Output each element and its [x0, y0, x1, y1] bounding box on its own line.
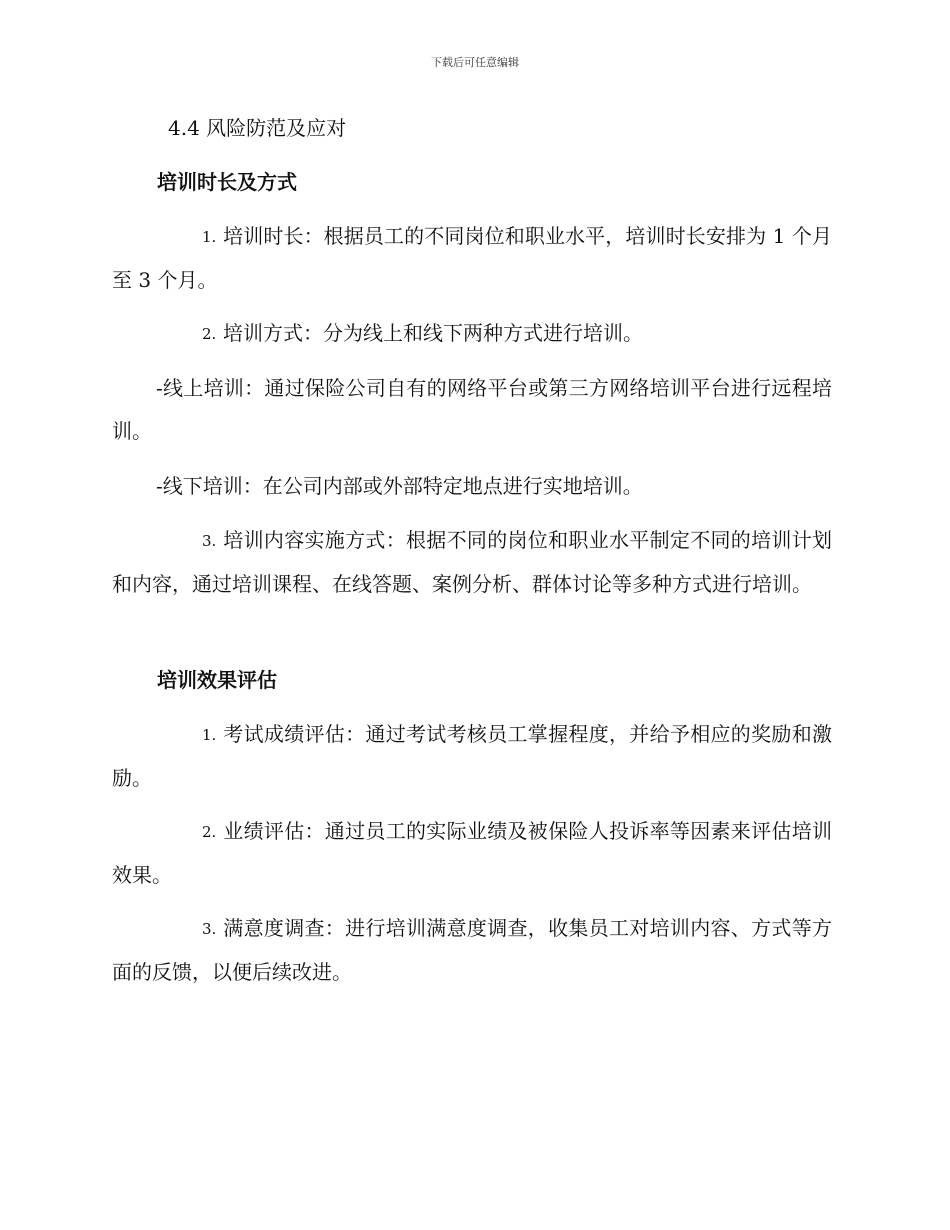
list-item-text: -线下培训：在公司内部或外部特定地点进行实地培训。: [156, 474, 643, 498]
heading-training-evaluation: 培训效果评估: [157, 668, 277, 692]
header-note: 下载后可任意编辑: [431, 56, 519, 69]
list-item: [112, 907, 832, 994]
list-item-text: 满意度调查：进行培训满意度调查，收集员工对培训内容、方式等方面的反馈，以便后续改进。: [112, 916, 832, 984]
list-item: [112, 465, 832, 508]
list-item: [112, 810, 832, 897]
list-item-text: -线上培训：通过保险公司自有的网络平台或第三方网络培训平台进行远程培训。: [112, 376, 832, 443]
list-item-text: 培训时长：根据员工的不同岗位和职业水平，培训时长安排为 1 个月至 3 个月。: [112, 224, 832, 292]
section-title: 4.4 风险防范及应对: [168, 116, 347, 140]
list-item-text: 业绩评估：通过员工的实际业绩及被保险人投诉率等因素来评估培训效果。: [112, 819, 832, 887]
list-number: 3.: [202, 920, 217, 938]
list-item: [112, 713, 832, 800]
list-item-text: 培训内容实施方式：根据不同的岗位和职业水平制定不同的培训计划和内容，通过培训课程、在线答题、案例分析、群体讨论等多种方式进行培训。: [112, 528, 832, 596]
list-item-text: 培训方式：分为线上和线下两种方式进行培训。: [223, 321, 643, 345]
list-number: 3.: [202, 532, 217, 550]
list-number: 2.: [202, 325, 217, 343]
list-item: [112, 215, 832, 302]
list-item: [112, 519, 832, 606]
list-number: 2.: [202, 823, 217, 841]
list-item: [112, 367, 832, 453]
list-item-text: 考试成绩评估：通过考试考核员工掌握程度，并给予相应的奖励和激励。: [112, 722, 832, 790]
list-number: 1.: [202, 228, 217, 246]
heading-training-duration-method: 培训时长及方式: [157, 170, 297, 194]
list-number: 1.: [202, 726, 217, 744]
list-item: [112, 312, 832, 356]
